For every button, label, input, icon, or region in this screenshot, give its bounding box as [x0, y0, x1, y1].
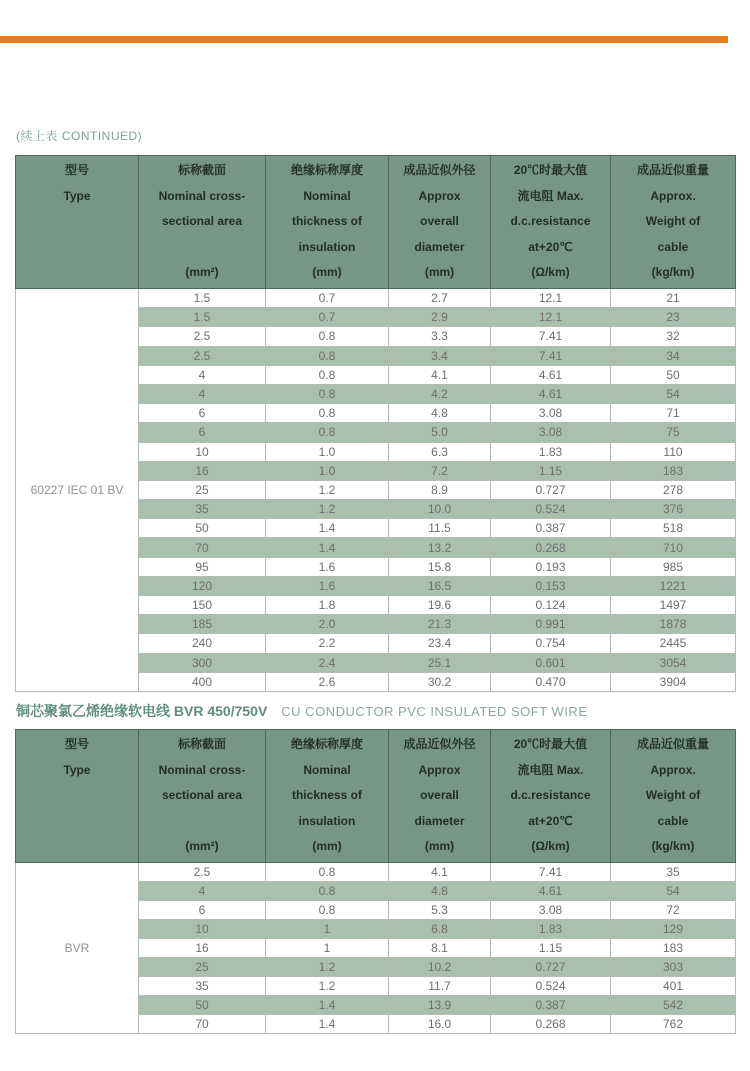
- value-cell: 240: [139, 634, 266, 653]
- value-cell: 12.1: [491, 308, 611, 327]
- value-cell: 50: [611, 365, 736, 384]
- value-cell: 71: [611, 404, 736, 423]
- value-cell: 401: [611, 977, 736, 996]
- header-line: at+20℃: [528, 239, 573, 254]
- value-cell: 32: [611, 327, 736, 346]
- header-line: Nominal: [303, 762, 351, 777]
- value-cell: 1.5: [139, 308, 266, 327]
- value-cell: 2.0: [266, 615, 389, 634]
- header-line: insulation: [298, 239, 356, 254]
- value-cell: 50: [139, 519, 266, 538]
- value-cell: 6.8: [389, 920, 491, 939]
- value-cell: 185: [139, 615, 266, 634]
- header-line: (mm): [424, 839, 455, 853]
- header-line: 成品近似重量: [636, 163, 709, 177]
- value-cell: 70: [139, 1015, 266, 1034]
- value-cell: 0.8: [266, 365, 389, 384]
- value-cell: 0.8: [266, 901, 389, 920]
- value-cell: 3904: [611, 672, 736, 691]
- header-line: [16, 209, 138, 235]
- value-cell: 0.991: [491, 615, 611, 634]
- header-cell: [139, 730, 266, 863]
- value-cell: 2.2: [266, 634, 389, 653]
- value-cell: 518: [611, 519, 736, 538]
- header-line: 20℃时最大值: [513, 163, 588, 177]
- value-cell: 2.6: [266, 672, 389, 691]
- header-line: d.c.resistance: [510, 214, 591, 228]
- value-cell: 183: [611, 461, 736, 480]
- value-cell: 72: [611, 901, 736, 920]
- value-cell: 7.2: [389, 461, 491, 480]
- value-cell: 2.7: [389, 289, 491, 308]
- value-cell: 35: [139, 500, 266, 519]
- value-cell: 1221: [611, 576, 736, 595]
- value-cell: 0.8: [266, 423, 389, 442]
- value-cell: 762: [611, 1015, 736, 1034]
- header-line: at+20℃: [528, 813, 573, 828]
- header-line: sectional area: [161, 214, 243, 228]
- header-line: Weight of: [645, 788, 701, 802]
- value-cell: 19.6: [389, 596, 491, 615]
- header-cell: [16, 156, 139, 289]
- value-cell: 4.61: [491, 365, 611, 384]
- value-cell: 21: [611, 289, 736, 308]
- header-line: (Ω/km): [531, 265, 570, 279]
- value-cell: 3.08: [491, 423, 611, 442]
- spec-table-60227-iec-01-bv: [15, 155, 736, 692]
- value-cell: 0.754: [491, 634, 611, 653]
- header-line: diameter: [414, 813, 465, 828]
- continued-label: (续上表 CONTINUED): [16, 129, 143, 143]
- header-line: cable: [657, 239, 689, 254]
- value-cell: 0.727: [491, 480, 611, 499]
- value-cell: 0.8: [266, 863, 389, 882]
- value-cell: 21.3: [389, 615, 491, 634]
- header-cell: [266, 156, 389, 289]
- top-accent-bar: [0, 36, 728, 43]
- value-cell: 7.41: [491, 327, 611, 346]
- value-cell: 0.8: [266, 404, 389, 423]
- header-line: (mm²): [185, 839, 219, 853]
- value-cell: 50: [139, 996, 266, 1015]
- value-cell: 10.2: [389, 958, 491, 977]
- value-cell: 0.7: [266, 289, 389, 308]
- value-cell: 1.15: [491, 461, 611, 480]
- header-cell: [266, 730, 389, 863]
- header-line: 型号: [64, 737, 89, 751]
- value-cell: 6: [139, 404, 266, 423]
- value-cell: 4.8: [389, 404, 491, 423]
- value-cell: 1.4: [266, 996, 389, 1015]
- value-cell: 110: [611, 442, 736, 461]
- value-cell: 0.727: [491, 958, 611, 977]
- value-cell: 6.3: [389, 442, 491, 461]
- value-cell: 54: [611, 882, 736, 901]
- type-cell: 60227 IEC 01 BV: [16, 289, 139, 692]
- header-line: Approx.: [650, 762, 696, 777]
- value-cell: 4.1: [389, 365, 491, 384]
- header-line: Nominal: [303, 188, 351, 203]
- value-cell: 2.9: [389, 308, 491, 327]
- header-line: 流电阻 Max.: [517, 188, 584, 203]
- value-cell: 11.7: [389, 977, 491, 996]
- table-row: [16, 863, 736, 882]
- value-cell: 0.601: [491, 653, 611, 672]
- value-cell: 3.08: [491, 404, 611, 423]
- value-cell: 23.4: [389, 634, 491, 653]
- value-cell: 7.41: [491, 863, 611, 882]
- value-cell: 35: [139, 977, 266, 996]
- value-cell: 1.6: [266, 576, 389, 595]
- header-line: sectional area: [161, 788, 243, 802]
- value-cell: 0.8: [266, 882, 389, 901]
- value-cell: 1.6: [266, 557, 389, 576]
- header-cell: [389, 730, 491, 863]
- value-cell: 4.8: [389, 882, 491, 901]
- value-cell: 710: [611, 538, 736, 557]
- value-cell: 16: [139, 939, 266, 958]
- value-cell: 1.83: [491, 920, 611, 939]
- header-line: Approx.: [650, 188, 696, 203]
- header-line: 20℃时最大值: [513, 737, 588, 751]
- value-cell: 25: [139, 958, 266, 977]
- value-cell: 3.3: [389, 327, 491, 346]
- value-cell: 400: [139, 672, 266, 691]
- value-cell: 1.2: [266, 958, 389, 977]
- value-cell: 25: [139, 480, 266, 499]
- value-cell: 0.387: [491, 519, 611, 538]
- header-line: [139, 809, 265, 835]
- value-cell: 985: [611, 557, 736, 576]
- header-line: Nominal cross-: [158, 762, 246, 777]
- value-cell: 0.8: [266, 327, 389, 346]
- value-cell: 0.268: [491, 538, 611, 557]
- header-line: cable: [657, 813, 689, 828]
- value-cell: 0.124: [491, 596, 611, 615]
- value-cell: 1497: [611, 596, 736, 615]
- header-line: 型号: [64, 163, 89, 177]
- value-cell: 0.470: [491, 672, 611, 691]
- header-line: Approx: [418, 188, 461, 203]
- value-cell: 11.5: [389, 519, 491, 538]
- header-cell: [139, 156, 266, 289]
- header-cell: [611, 156, 736, 289]
- value-cell: 2.4: [266, 653, 389, 672]
- header-line: [16, 834, 138, 860]
- value-cell: 1.15: [491, 939, 611, 958]
- value-cell: 300: [139, 653, 266, 672]
- value-cell: 1.2: [266, 500, 389, 519]
- value-cell: 8.1: [389, 939, 491, 958]
- header-line: (Ω/km): [531, 839, 570, 853]
- value-cell: 35: [611, 863, 736, 882]
- header-line: (mm²): [185, 265, 219, 279]
- value-cell: 0.8: [266, 346, 389, 365]
- value-cell: 0.524: [491, 977, 611, 996]
- value-cell: 0.268: [491, 1015, 611, 1034]
- value-cell: 1.0: [266, 442, 389, 461]
- value-cell: 4.1: [389, 863, 491, 882]
- value-cell: 25.1: [389, 653, 491, 672]
- header-cell: [389, 156, 491, 289]
- value-cell: 3.4: [389, 346, 491, 365]
- value-cell: 6: [139, 901, 266, 920]
- value-cell: 150: [139, 596, 266, 615]
- table-row: [16, 289, 736, 308]
- value-cell: 13.9: [389, 996, 491, 1015]
- header-cell: [611, 730, 736, 863]
- header-line: 成品近似重量: [636, 737, 709, 751]
- spec-table-bvr: [15, 729, 736, 1034]
- header-line: 标称截面: [177, 163, 226, 177]
- value-cell: 1.4: [266, 1015, 389, 1034]
- value-cell: 8.9: [389, 480, 491, 499]
- value-cell: 0.524: [491, 500, 611, 519]
- value-cell: 0.387: [491, 996, 611, 1015]
- header-row: [16, 730, 736, 863]
- value-cell: 4.61: [491, 882, 611, 901]
- value-cell: 30.2: [389, 672, 491, 691]
- value-cell: 10: [139, 442, 266, 461]
- value-cell: 12.1: [491, 289, 611, 308]
- header-line: 标称截面: [177, 737, 226, 751]
- value-cell: 7.41: [491, 346, 611, 365]
- value-cell: 1.5: [139, 289, 266, 308]
- value-cell: 2.5: [139, 327, 266, 346]
- value-cell: 376: [611, 500, 736, 519]
- header-line: 流电阻 Max.: [517, 762, 584, 777]
- value-cell: 3.08: [491, 901, 611, 920]
- header-line: overall: [420, 214, 459, 228]
- value-cell: 4: [139, 365, 266, 384]
- header-row: [16, 156, 736, 289]
- header-line: (mm): [312, 265, 342, 279]
- type-cell: BVR: [16, 863, 139, 1034]
- value-cell: 183: [611, 939, 736, 958]
- value-cell: 303: [611, 958, 736, 977]
- value-cell: 4.61: [491, 384, 611, 403]
- value-cell: 70: [139, 538, 266, 557]
- header-line: Approx: [418, 762, 461, 777]
- value-cell: 2445: [611, 634, 736, 653]
- header-line: (mm): [424, 265, 455, 279]
- value-cell: 1.4: [266, 519, 389, 538]
- value-cell: 23: [611, 308, 736, 327]
- value-cell: 10.0: [389, 500, 491, 519]
- value-cell: 10: [139, 920, 266, 939]
- header-line: diameter: [414, 239, 465, 254]
- value-cell: 1: [266, 939, 389, 958]
- value-cell: 1.0: [266, 461, 389, 480]
- header-line: (kg/km): [651, 265, 695, 279]
- header-line: Nominal cross-: [158, 188, 246, 203]
- value-cell: 1.8: [266, 596, 389, 615]
- value-cell: 95: [139, 557, 266, 576]
- value-cell: 16: [139, 461, 266, 480]
- value-cell: 16.5: [389, 576, 491, 595]
- header-line: 绝缘标称厚度: [290, 737, 363, 751]
- header-line: [16, 783, 138, 809]
- header-cell: [16, 730, 139, 863]
- value-cell: 4: [139, 882, 266, 901]
- value-cell: 120: [139, 576, 266, 595]
- value-cell: 2.5: [139, 346, 266, 365]
- value-cell: 3054: [611, 653, 736, 672]
- header-line: Type: [63, 762, 91, 777]
- header-line: Weight of: [645, 214, 701, 228]
- value-cell: 16.0: [389, 1015, 491, 1034]
- value-cell: 13.2: [389, 538, 491, 557]
- value-cell: 4.2: [389, 384, 491, 403]
- header-line: (mm): [312, 839, 342, 853]
- header-cell: [491, 156, 611, 289]
- header-line: (kg/km): [651, 839, 695, 853]
- value-cell: 15.8: [389, 557, 491, 576]
- header-line: [16, 235, 138, 261]
- value-cell: 0.153: [491, 576, 611, 595]
- header-line: Type: [63, 188, 91, 203]
- value-cell: 129: [611, 920, 736, 939]
- value-cell: 1.83: [491, 442, 611, 461]
- value-cell: 1878: [611, 615, 736, 634]
- header-cell: [491, 730, 611, 863]
- value-cell: 5.3: [389, 901, 491, 920]
- header-line: [16, 260, 138, 286]
- value-cell: 75: [611, 423, 736, 442]
- value-cell: 1: [266, 920, 389, 939]
- value-cell: 1.2: [266, 480, 389, 499]
- header-line: thickness of: [291, 214, 363, 228]
- section-title: [16, 701, 588, 721]
- header-line: thickness of: [291, 788, 363, 802]
- value-cell: 278: [611, 480, 736, 499]
- value-cell: 5.0: [389, 423, 491, 442]
- value-cell: 1.2: [266, 977, 389, 996]
- section-title-zh: 铜芯聚氯乙烯绝缘软电线 BVR 450/750V: [16, 703, 268, 719]
- header-line: 成品近似外径: [403, 163, 476, 177]
- header-line: 绝缘标称厚度: [290, 163, 363, 177]
- header-line: insulation: [298, 813, 356, 828]
- value-cell: 0.193: [491, 557, 611, 576]
- value-cell: 34: [611, 346, 736, 365]
- header-line: 成品近似外径: [403, 737, 476, 751]
- value-cell: 4: [139, 384, 266, 403]
- value-cell: 0.8: [266, 384, 389, 403]
- value-cell: 2.5: [139, 863, 266, 882]
- value-cell: 54: [611, 384, 736, 403]
- header-line: [139, 235, 265, 261]
- value-cell: 542: [611, 996, 736, 1015]
- header-line: d.c.resistance: [510, 788, 591, 802]
- header-line: overall: [420, 788, 459, 802]
- value-cell: 0.7: [266, 308, 389, 327]
- value-cell: 6: [139, 423, 266, 442]
- value-cell: 1.4: [266, 538, 389, 557]
- section-title-en: CU CONDUCTOR PVC INSULATED SOFT WIRE: [281, 704, 588, 719]
- header-line: [16, 809, 138, 835]
